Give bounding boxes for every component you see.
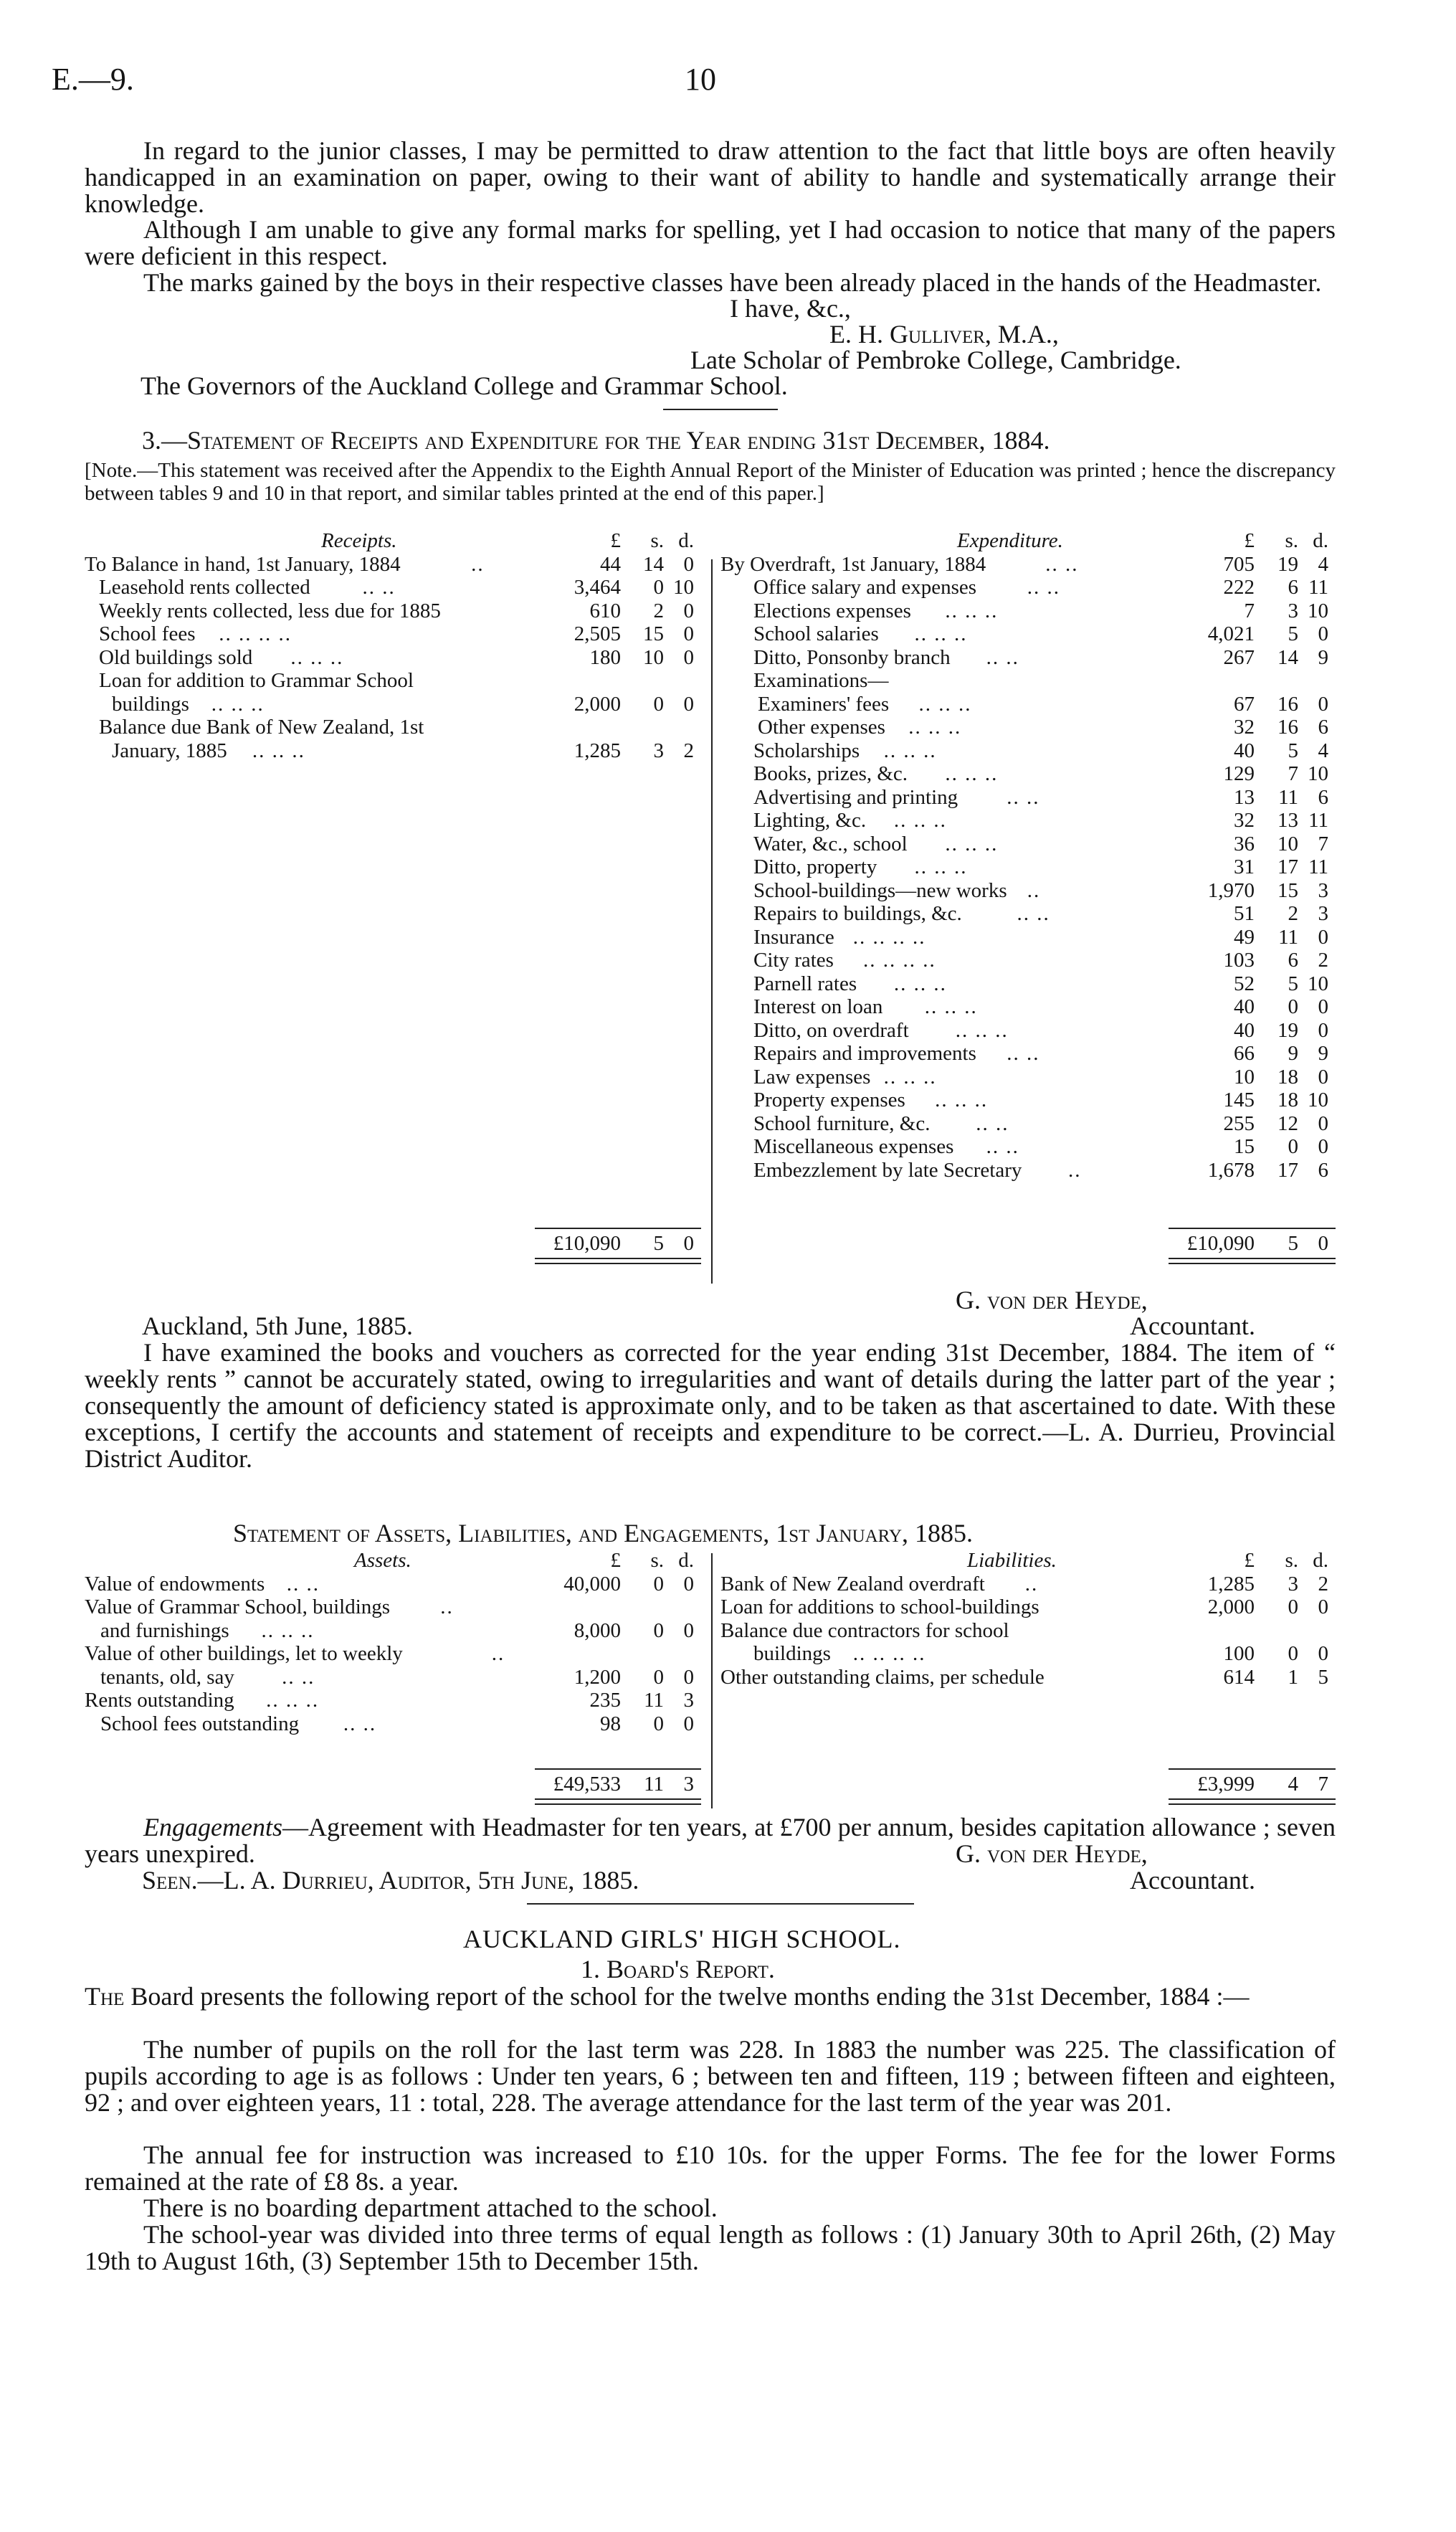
leader-dots: .. .. .. <box>908 716 962 739</box>
leader-dots: .. <box>440 1595 454 1618</box>
amount-pence: 0 <box>683 599 694 622</box>
statement-note: [Note.—This statement was received after the Appendix to the Eighth Annual Report of the Minister of Education was printed ; hence the discrepancy between tables 9 and 10 in that report, and similar tables printed at the end of this paper.] <box>85 459 1336 505</box>
amount-pence: 3 <box>1318 878 1328 902</box>
amount-shillings: 3 <box>653 739 664 762</box>
leader-dots: .. .. <box>1045 552 1079 576</box>
line-item-label: School-buildings—new works <box>753 878 1007 902</box>
total-pence: 3 <box>683 1773 694 1796</box>
total-double-rule <box>535 1258 701 1264</box>
accountant-title: Accountant. <box>1130 1312 1255 1340</box>
leader-dots: .. .. .. <box>945 599 999 622</box>
leader-dots: .. <box>1068 1158 1082 1182</box>
leader-dots: .. .. <box>282 1665 315 1689</box>
total-rule <box>1169 1228 1336 1229</box>
amount-shillings: 0 <box>1288 1642 1298 1665</box>
amount-shillings: 15 <box>1277 878 1298 902</box>
amount-shillings: 0 <box>1288 1595 1298 1618</box>
amount-pence: 6 <box>1318 716 1328 739</box>
amount-shillings: 5 <box>1288 739 1298 762</box>
total-shillings: 5 <box>1288 1232 1298 1255</box>
leader-dots: .. .. .. <box>211 692 265 716</box>
leader-dots: .. .. .. <box>893 809 947 832</box>
amount-shillings: 12 <box>1277 1111 1298 1135</box>
amount-pence: 9 <box>1318 1042 1328 1065</box>
amount-pence: 3 <box>1318 902 1328 925</box>
amount-pounds: 40 <box>1234 1018 1255 1042</box>
board-report-intro: The Board presents the following report of the school for the twelve months ending the 31st December, 1884 :— <box>85 1982 1250 2011</box>
amount-shillings: 14 <box>643 552 664 576</box>
line-item-label: Examiners' fees <box>758 692 890 716</box>
total-shillings: 11 <box>644 1773 664 1796</box>
seen-by-auditor: Seen.—L. A. Durrieu, Auditor, 5th June, 1885. <box>142 1866 639 1895</box>
line-item-label: tenants, old, say <box>100 1665 234 1689</box>
letter-signature-title: Late Scholar of Pembroke College, Cambridge. <box>690 346 1181 374</box>
leader-dots: .. .. <box>1007 1042 1040 1065</box>
amount-pence: 0 <box>1318 925 1328 949</box>
amount-shillings: 3 <box>1288 599 1298 622</box>
leader-dots: .. .. .. <box>945 762 999 785</box>
amount-pounds: 32 <box>1234 716 1255 739</box>
line-item-label: Office salary and expenses <box>753 576 977 599</box>
line-item-label: Rents outstanding <box>85 1689 234 1712</box>
amount-shillings: 2 <box>1288 902 1298 925</box>
total-pounds: £49,533 <box>553 1773 621 1796</box>
leader-dots: .. <box>1027 878 1041 902</box>
shillings-header: s. <box>1285 1549 1298 1572</box>
line-item-label: Other outstanding claims, per schedule <box>720 1665 1045 1689</box>
amount-pounds: 2,505 <box>574 622 621 645</box>
line-item-label: Other expenses <box>758 716 885 739</box>
amount-pence: 0 <box>1318 1642 1328 1665</box>
amount-pounds: 2,000 <box>1207 1595 1255 1618</box>
total-pounds: £10,090 <box>553 1232 621 1255</box>
table-heading: Expenditure. <box>957 529 1063 552</box>
amount-pence: 0 <box>1318 1065 1328 1089</box>
line-item-label: Scholarships <box>753 739 860 762</box>
section-subtitle: 1. Board's Report. <box>581 1955 775 1983</box>
amount-pence: 10 <box>1308 1089 1328 1111</box>
amount-pence: 0 <box>683 645 694 669</box>
pounds-header: £ <box>1244 1549 1255 1572</box>
amount-shillings: 16 <box>1277 716 1298 739</box>
line-item-label: Parnell rates <box>753 972 857 995</box>
leader-dots: .. .. .. .. <box>852 925 926 949</box>
page-number: 10 <box>685 62 716 97</box>
amount-pence: 2 <box>1318 1572 1328 1595</box>
line-item-label: School fees outstanding <box>100 1712 300 1735</box>
amount-shillings: 1 <box>1288 1665 1298 1689</box>
board-report-paragraph: The annual fee for instruction was increased to £10 10s. for the upper Forms. The fee for the lower Forms remained at the rate of £8 8s. a year. <box>85 2140 1336 2196</box>
amount-pence: 10 <box>673 576 694 599</box>
amount-pounds: 614 <box>1223 1665 1255 1689</box>
amount-pounds: 13 <box>1234 785 1255 809</box>
amount-shillings: 15 <box>643 622 664 645</box>
pence-header: d. <box>1313 1549 1328 1572</box>
assets-statement-title: Statement of Assets, Liabilities, and Engagements, 1st January, 1885. <box>233 1519 974 1547</box>
letter-paragraph: The marks gained by the boys in their respective classes have been already placed in the hands of the Headmaster. <box>143 268 1322 297</box>
amount-shillings: 17 <box>1277 1158 1298 1182</box>
amount-pounds: 7 <box>1244 599 1255 622</box>
shillings-header: s. <box>650 529 664 552</box>
leader-dots: .. .. .. <box>252 739 305 762</box>
amount-shillings: 0 <box>653 1618 664 1642</box>
amount-pounds: 267 <box>1223 645 1255 669</box>
amount-shillings: 10 <box>643 645 664 669</box>
amount-pounds: 222 <box>1223 576 1255 599</box>
leader-dots: .. .. .. <box>935 1089 989 1111</box>
amount-pence: 7 <box>1318 832 1328 855</box>
line-item-label: Value of Grammar School, buildings <box>85 1595 391 1618</box>
amount-pounds: 145 <box>1223 1089 1255 1111</box>
leader-dots: .. .. <box>1027 576 1061 599</box>
amount-shillings: 18 <box>1277 1089 1298 1111</box>
table-heading: Receipts. <box>321 529 397 552</box>
line-item-label: Old buildings sold <box>99 645 253 669</box>
amount-pounds: 255 <box>1223 1111 1255 1135</box>
amount-pounds: 1,678 <box>1207 1158 1255 1182</box>
line-item-label: School fees <box>99 622 196 645</box>
leader-dots: .. .. .. <box>955 1018 1009 1042</box>
line-item-label: Leasehold rents collected <box>99 576 310 599</box>
amount-pence: 11 <box>1308 809 1328 832</box>
total-double-rule <box>535 1798 701 1805</box>
amount-pence: 0 <box>683 1665 694 1689</box>
leader-dots: .. .. <box>986 1135 1019 1158</box>
amount-pence: 0 <box>1318 692 1328 716</box>
amount-pence: 0 <box>683 1572 694 1595</box>
line-item-label: January, 1885 <box>112 739 227 762</box>
shillings-header: s. <box>650 1549 664 1572</box>
board-report-paragraph: The school-year was divided into three terms of equal length as follows : (1) January 30th to April 26th, (2) May 19th to August 16th, (3) September 15th to December 15th. <box>85 2220 1336 2275</box>
amount-shillings: 2 <box>653 599 664 622</box>
line-item-label: School salaries <box>753 622 879 645</box>
amount-pence: 6 <box>1318 785 1328 809</box>
line-item-label: Bank of New Zealand overdraft <box>720 1572 985 1595</box>
amount-shillings: 17 <box>1277 855 1298 878</box>
leader-dots: .. .. .. <box>266 1689 320 1712</box>
line-item-label: Balance due contractors for school <box>720 1618 1009 1642</box>
place-date: Auckland, 5th June, 1885. <box>142 1312 413 1340</box>
amount-pounds: 610 <box>589 599 621 622</box>
engagements-paragraph: Engagements—Agreement with Headmaster for ten years, at £700 per annum, besides capitation allowance ; seven years unexpired. <box>85 1813 1336 1868</box>
leader-dots: .. .. .. .. <box>863 949 936 972</box>
statement-title: 3.—Statement of Receipts and Expenditure for the Year ending 31st December, 1884. <box>142 426 1050 455</box>
amount-pence: 0 <box>1318 1135 1328 1158</box>
line-item-label: buildings <box>753 1642 831 1665</box>
line-item-label: Insurance <box>753 925 834 949</box>
amount-shillings: 0 <box>1288 1135 1298 1158</box>
total-rule <box>535 1228 701 1229</box>
line-item-label: Miscellaneous expenses <box>753 1135 954 1158</box>
line-item-label: Weekly rents collected, less due for 1885 <box>99 599 441 622</box>
amount-pounds: 100 <box>1223 1642 1255 1665</box>
line-item-label: Repairs and improvements <box>753 1042 976 1065</box>
board-report-paragraph: The number of pupils on the roll for the last term was 228. In 1883 the number was 225. The classification of pupils according to age is as follows : Under ten years, 6 ; between ten and fifteen, 119 ; between fifteen and eighteen, 92 ; and over eighteen years, 11 : total, 228. The average attendance for the last term of the year was 201. <box>85 2035 1336 2117</box>
amount-pounds: 31 <box>1234 855 1255 878</box>
amount-pounds: 40 <box>1234 739 1255 762</box>
assets-table <box>85 1549 703 1807</box>
amount-shillings: 10 <box>1277 832 1298 855</box>
pounds-header: £ <box>1244 529 1255 552</box>
line-item-label: buildings <box>112 692 189 716</box>
amount-shillings: 0 <box>1288 995 1298 1018</box>
line-item-label: Law expenses <box>753 1065 871 1089</box>
expenditure-table <box>720 529 1337 1275</box>
shillings-header: s. <box>1285 529 1298 552</box>
leader-dots: .. <box>471 552 485 576</box>
amount-pounds: 49 <box>1234 925 1255 949</box>
liabilities-table <box>720 1549 1337 1807</box>
amount-shillings: 9 <box>1288 1042 1298 1065</box>
amount-pounds: 3,464 <box>574 576 621 599</box>
total-pounds: £3,999 <box>1197 1773 1255 1796</box>
pounds-header: £ <box>610 1549 621 1572</box>
line-item-label: Ditto, property <box>753 855 877 878</box>
leader-dots: .. .. <box>1017 902 1050 925</box>
amount-pounds: 52 <box>1234 972 1255 995</box>
amount-pounds: 15 <box>1234 1135 1255 1158</box>
amount-pence: 11 <box>1308 855 1328 878</box>
amount-shillings: 14 <box>1277 645 1298 669</box>
amount-pounds: 235 <box>589 1689 621 1712</box>
leader-dots: .. .. .. <box>945 832 999 855</box>
total-pounds: £10,090 <box>1186 1232 1255 1255</box>
amount-pounds: 129 <box>1223 762 1255 785</box>
divider <box>663 409 778 410</box>
amount-shillings: 0 <box>653 1712 664 1735</box>
line-item-label: Examinations— <box>753 669 889 692</box>
amount-pence: 5 <box>1318 1665 1328 1689</box>
amount-shillings: 16 <box>1277 692 1298 716</box>
leader-dots: .. .. .. <box>914 622 968 645</box>
line-item-label: Water, &c., school <box>753 832 908 855</box>
amount-pounds: 32 <box>1234 809 1255 832</box>
letter-closing: I have, &c., <box>730 294 851 323</box>
line-item-label: Value of other buildings, let to weekly <box>85 1642 403 1665</box>
leader-dots: .. .. .. <box>883 1065 937 1089</box>
amount-shillings: 11 <box>644 1689 664 1712</box>
board-report-paragraph: There is no boarding department attached to the school. <box>143 2194 718 2222</box>
amount-shillings: 19 <box>1277 1018 1298 1042</box>
assets-accountant-title: Accountant. <box>1130 1866 1255 1895</box>
amount-pence: 0 <box>1318 1111 1328 1135</box>
amount-pounds: 51 <box>1234 902 1255 925</box>
amount-pounds: 40,000 <box>563 1572 621 1595</box>
amount-pounds: 180 <box>589 645 621 669</box>
pence-header: d. <box>678 1549 694 1572</box>
amount-pounds: 2,000 <box>574 692 621 716</box>
leader-dots: .. .. .. <box>893 972 947 995</box>
total-pence: 0 <box>683 1232 694 1255</box>
line-item-label: Loan for addition to Grammar School <box>99 669 414 692</box>
amount-shillings: 0 <box>653 692 664 716</box>
letter-paragraph: In regard to the junior classes, I may be permitted to draw attention to the fact that little boys are often heavily handicapped in an examination on paper, owing to their want of ability to handle and systematically arrange their knowledge. <box>85 136 1336 218</box>
line-item-label: To Balance in hand, 1st January, 1884 <box>85 552 401 576</box>
amount-pounds: 44 <box>600 552 621 576</box>
assets-accountant-name: G. von der Heyde, <box>956 1839 1148 1868</box>
leader-dots: .. .. .. <box>914 855 968 878</box>
amount-pence: 0 <box>1318 622 1328 645</box>
amount-pounds: 67 <box>1234 692 1255 716</box>
amount-pence: 0 <box>1318 1018 1328 1042</box>
amount-shillings: 0 <box>653 1665 664 1689</box>
line-item-label: Advertising and printing <box>753 785 958 809</box>
leader-dots: .. .. .. <box>290 645 344 669</box>
leader-dots: .. .. <box>286 1572 320 1595</box>
line-item-label: By Overdraft, 1st January, 1884 <box>720 552 986 576</box>
pence-header: d. <box>1313 529 1328 552</box>
amount-pence: 0 <box>683 552 694 576</box>
letter-paragraph: Although I am unable to give any formal marks for spelling, yet I had occasion to notice that many of the papers were deficient in this respect. <box>85 215 1336 270</box>
total-shillings: 4 <box>1288 1773 1298 1796</box>
line-item-label: Value of endowments <box>85 1572 265 1595</box>
line-item-label: Repairs to buildings, &c. <box>753 902 962 925</box>
leader-dots: .. .. .. <box>883 739 937 762</box>
amount-pounds: 40 <box>1234 995 1255 1018</box>
amount-pence: 4 <box>1318 552 1328 576</box>
pounds-header: £ <box>610 529 621 552</box>
line-item-label: Interest on loan <box>753 995 883 1018</box>
amount-shillings: 7 <box>1288 762 1298 785</box>
amount-shillings: 11 <box>1278 785 1298 809</box>
line-item-label: Property expenses <box>753 1089 905 1111</box>
total-double-rule <box>1169 1258 1336 1264</box>
table-heading: Assets. <box>354 1549 411 1572</box>
column-divider <box>711 559 713 1284</box>
auditor-certificate: I have examined the books and vouchers as corrected for the year ending 31st December, 1884. The item of “ weekly rents ” cannot be accurately stated, owing to irregularities and want of details during the latter part of the year ; consequently the amount of deficiency stated is approximate only, and to be taken as that ascertained to date. With these exceptions, I certify the accounts and statement of receipts and expenditure to be correct.—L. A. Durrieu, Provincial District Auditor. <box>85 1338 1336 1473</box>
leader-dots: .. <box>491 1642 505 1665</box>
line-item-label: and furnishings <box>100 1618 229 1642</box>
leader-dots: .. .. .. .. <box>852 1642 926 1665</box>
amount-pounds: 1,285 <box>1207 1572 1255 1595</box>
line-item-label: Books, prizes, &c. <box>753 762 908 785</box>
amount-pence: 0 <box>683 1712 694 1735</box>
amount-pence: 9 <box>1318 645 1328 669</box>
receipts-table <box>85 529 703 1275</box>
leader-dots: .. .. <box>976 1111 1009 1135</box>
amount-pounds: 1,285 <box>574 739 621 762</box>
amount-shillings: 5 <box>1288 622 1298 645</box>
amount-pence: 6 <box>1318 1158 1328 1182</box>
total-double-rule <box>1169 1798 1336 1805</box>
amount-pence: 0 <box>683 1618 694 1642</box>
amount-shillings: 11 <box>1278 925 1298 949</box>
section-title: AUCKLAND GIRLS' HIGH SCHOOL. <box>463 1925 901 1953</box>
leader-dots: .. .. <box>1007 785 1040 809</box>
amount-pence: 0 <box>1318 995 1328 1018</box>
table-heading: Liabilities. <box>967 1549 1057 1572</box>
amount-shillings: 13 <box>1277 809 1298 832</box>
total-rule <box>535 1768 701 1770</box>
amount-pounds: 10 <box>1234 1065 1255 1089</box>
total-pence: 0 <box>1318 1232 1328 1255</box>
amount-pounds: 4,021 <box>1207 622 1255 645</box>
amount-shillings: 3 <box>1288 1572 1298 1595</box>
amount-pence: 10 <box>1308 762 1328 785</box>
leader-dots: .. .. <box>343 1712 377 1735</box>
amount-pence: 0 <box>683 692 694 716</box>
amount-shillings: 19 <box>1277 552 1298 576</box>
leader-dots: .. .. .. <box>924 995 978 1018</box>
report-reference: E.—9. <box>52 62 134 97</box>
line-item-label: Elections expenses <box>753 599 911 622</box>
leader-dots: .. .. .. <box>261 1618 315 1642</box>
amount-pounds: 66 <box>1234 1042 1255 1065</box>
amount-pence: 2 <box>683 739 694 762</box>
leader-dots: .. <box>1024 1572 1039 1595</box>
amount-pence: 0 <box>1318 1595 1328 1618</box>
amount-shillings: 0 <box>653 1572 664 1595</box>
line-item-label: Ditto, on overdraft <box>753 1018 909 1042</box>
total-shillings: 5 <box>653 1232 664 1255</box>
leader-dots: .. .. <box>986 645 1019 669</box>
amount-pounds: 103 <box>1223 949 1255 972</box>
amount-pounds: 1,970 <box>1207 878 1255 902</box>
amount-pence: 0 <box>683 622 694 645</box>
total-rule <box>1169 1768 1336 1770</box>
amount-pence: 11 <box>1308 576 1328 599</box>
amount-pence: 3 <box>683 1689 694 1712</box>
amount-pounds: 8,000 <box>574 1618 621 1642</box>
amount-pounds: 705 <box>1223 552 1255 576</box>
letter-signature: E. H. Gulliver, M.A., <box>829 320 1059 348</box>
leader-dots: .. .. .. .. <box>219 622 292 645</box>
column-divider <box>711 1553 713 1808</box>
line-item-label: Ditto, Ponsonby branch <box>753 645 951 669</box>
amount-pence: 2 <box>1318 949 1328 972</box>
amount-pounds: 36 <box>1234 832 1255 855</box>
amount-shillings: 0 <box>653 576 664 599</box>
amount-shillings: 5 <box>1288 972 1298 995</box>
line-item-label: School furniture, &c. <box>753 1111 931 1135</box>
amount-pence: 10 <box>1308 599 1328 622</box>
amount-pounds: 1,200 <box>574 1665 621 1689</box>
line-item-label: City rates <box>753 949 834 972</box>
amount-pence: 4 <box>1318 739 1328 762</box>
amount-pence: 10 <box>1308 972 1328 995</box>
pence-header: d. <box>678 529 694 552</box>
line-item-label: Embezzlement by late Secretary <box>753 1158 1022 1182</box>
total-pence: 7 <box>1318 1773 1328 1796</box>
amount-shillings: 6 <box>1288 949 1298 972</box>
amount-shillings: 6 <box>1288 576 1298 599</box>
divider <box>527 1903 914 1905</box>
leader-dots: .. .. <box>362 576 396 599</box>
line-item-label: Lighting, &c. <box>753 809 867 832</box>
amount-pounds: 98 <box>600 1712 621 1735</box>
accountant-name: G. von der Heyde, <box>956 1286 1148 1314</box>
amount-shillings: 18 <box>1277 1065 1298 1089</box>
line-item-label: Loan for additions to school-buildings <box>720 1595 1039 1618</box>
letter-addressee: The Governors of the Auckland College and Grammar School. <box>141 371 788 400</box>
line-item-label: Balance due Bank of New Zealand, 1st <box>99 716 424 739</box>
leader-dots: .. .. .. <box>918 692 972 716</box>
